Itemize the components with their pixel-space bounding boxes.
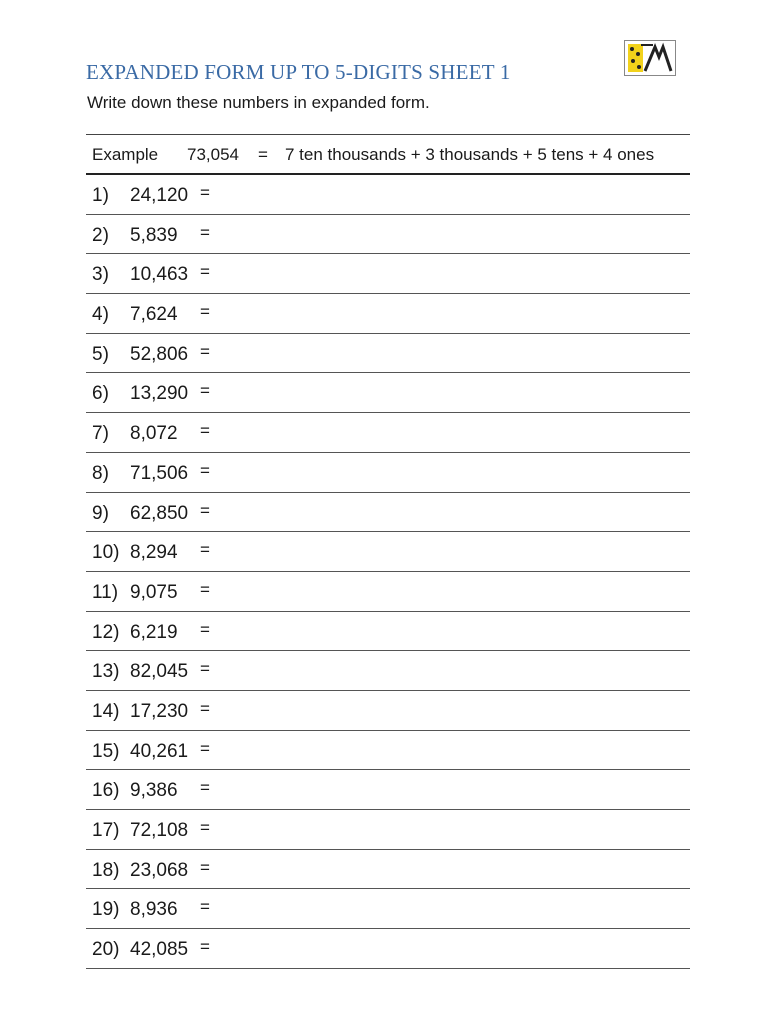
question-equals: = [200,778,210,798]
question-index: 18) [92,859,120,881]
question-number: 9,075 [130,581,178,603]
example-label: Example [92,145,159,164]
question-index: 11) [92,581,119,603]
question-index: 15) [92,740,120,762]
question-index: 16) [92,780,120,802]
question-number: 24,120 [130,185,189,206]
question-number: 9,386 [130,780,178,802]
question-equals: = [200,897,210,917]
question-equals: = [200,659,210,679]
question-number: 6,219 [130,621,178,643]
question-equals: = [200,262,210,282]
question-index: 2) [92,224,109,246]
question-equals: = [200,738,210,758]
question-number: 8,936 [130,899,178,921]
question-equals: = [200,460,210,480]
math-salamanders-logo-icon [624,40,676,76]
example-row [86,135,690,175]
question-index: 7) [92,423,109,445]
question-number: 8,294 [130,542,178,564]
question-equals: = [200,818,210,837]
question-index: 8) [92,462,109,484]
question-row [86,175,690,215]
question-equals: = [200,698,210,718]
question-row [86,929,690,969]
question-row [86,294,690,334]
example-number: 73,054 [187,145,239,164]
question-index: 13) [92,661,120,683]
question-equals: = [200,579,210,599]
question-row [86,413,690,453]
question-equals: = [200,857,210,877]
question-number: 71,506 [130,462,189,484]
question-equals: = [200,500,210,520]
question-row [86,215,690,255]
question-index: 20) [92,939,120,961]
question-index: 9) [92,502,109,524]
question-equals: = [200,619,210,639]
question-index: 1) [92,185,109,206]
question-row [86,889,690,929]
question-index: 3) [92,264,109,286]
question-number: 17,230 [130,700,189,722]
question-number: 7,624 [130,304,178,326]
question-row [86,453,690,493]
question-number: 82,045 [130,661,189,683]
example-answer: 7 ten thousands + 3 thousands + 5 tens + 4 ones [285,145,655,164]
question-index: 12) [92,621,120,643]
question-index: 4) [92,304,109,326]
question-equals: = [200,937,210,957]
question-number: 62,850 [130,502,189,524]
question-row [86,691,690,731]
question-equals: = [200,183,210,202]
question-number: 8,072 [130,423,178,445]
question-number: 52,806 [130,343,189,365]
question-number: 10,463 [130,264,189,286]
question-equals: = [200,381,210,401]
question-row [86,334,690,374]
question-number: 72,108 [130,820,189,841]
question-equals: = [200,341,210,361]
instructions-text: Write down these numbers in expanded form. [87,93,430,112]
question-row [86,254,690,294]
question-index: 5) [92,343,109,365]
question-equals: = [200,222,210,242]
example-equals: = [258,145,268,164]
question-index: 10) [92,542,120,564]
question-equals: = [200,302,210,322]
question-row [86,373,690,413]
question-number: 42,085 [130,939,189,961]
question-row [86,572,690,612]
question-number: 23,068 [130,859,189,881]
question-number: 13,290 [130,383,189,405]
question-index: 19) [92,899,120,921]
question-row [86,850,690,890]
question-index: 14) [92,700,120,722]
question-row [86,532,690,572]
question-row [86,770,690,810]
page-title: EXPANDED FORM UP TO 5-DIGITS SHEET 1 [86,60,511,84]
question-equals: = [200,421,210,441]
question-row [86,810,690,850]
question-index: 17) [92,820,120,841]
question-row [86,493,690,533]
question-list [86,175,690,969]
question-row [86,651,690,691]
question-equals: = [200,540,210,560]
question-row [86,731,690,771]
question-number: 5,839 [130,224,178,246]
question-index: 6) [92,383,109,405]
question-number: 40,261 [130,740,189,762]
question-row [86,612,690,652]
